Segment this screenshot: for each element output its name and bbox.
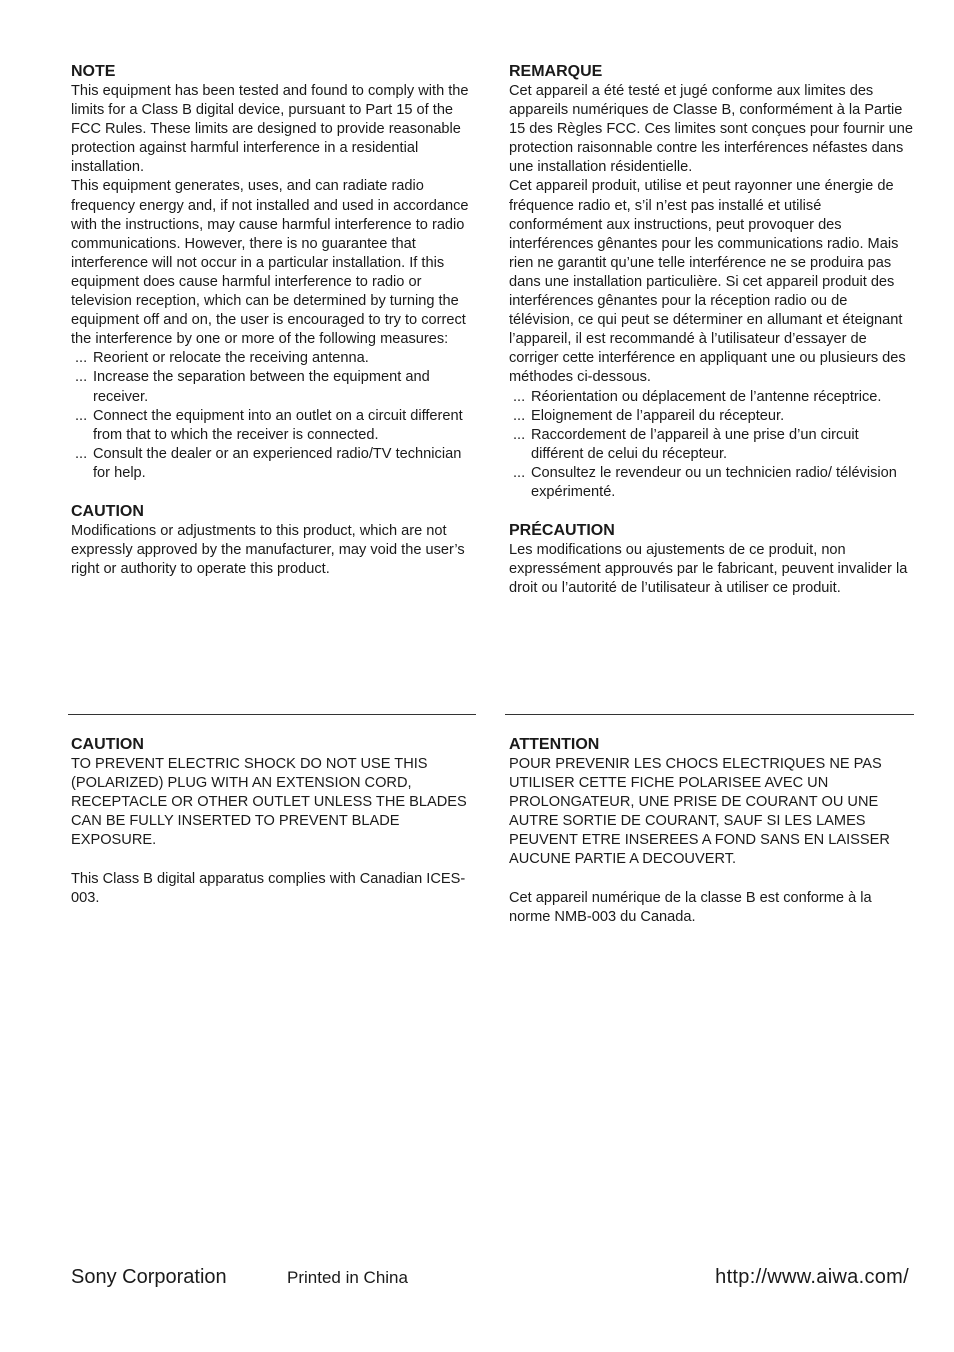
divider-right [505, 714, 914, 715]
precaution-text: Les modifications ou ajustements de ce produit, non expressément approuvés par le fabricant, peuvent invalider la droit ou l’autorité de l’utilisateur à utiliser ce produit. [509, 542, 908, 597]
attention-heading: ATTENTION [509, 736, 600, 753]
plug-warning-fr: POUR PREVENIR LES CHOCS ELECTRIQUES NE PAS UTILISER CETTE FICHE POLARISEE AVEC UN PROLONGATEUR, UNE PRISE DE COURANT OU UNE AUTRE SORTIE DE COURANT, SAUF SI LES LAMES PEUVENT ETRE INSEREES A FOND SANS EN LAISSER AUCUNE PARTIE A DECOUVERT. [509, 756, 890, 868]
list-item [71, 368, 481, 406]
list-item-text: Eloignement de l’appareil du récepteur. [531, 407, 785, 424]
bullet-marker: ... [513, 426, 526, 443]
bullet-marker: ... [75, 369, 88, 386]
list-item-text: Connect the equipment into an outlet on a circuit different from that to which the receiver is connected. [93, 407, 463, 443]
bullet-marker: ... [513, 464, 526, 481]
remarque-paragraph-2: Cet appareil produit, utilise et peut rayonner une énergie de fréquence radio et, s’il n’est pas installé et utilisé conformément aux instructions, peut provoquer des interférences gênantes pour les communications radio. Mais rien ne garantit qu’une telle interférence ne se produira pas dans une installation particulière. Si cet appareil produit des interférences gênantes pour la réception radio ou de télévision, ce qui peut se déterminer en allumant et éteignant l’appareil, il est recommandé à l’utilisateur d’essayer de corriger cette interférence en appliquant une ou plusieurs des méthodes ci-dessous. [509, 178, 906, 386]
right-bottom-section [509, 735, 914, 927]
plug-warning: TO PREVENT ELECTRIC SHOCK DO NOT USE THIS (POLARIZED) PLUG WITH AN EXTENSION CORD, RECEPTACLE OR OTHER OUTLET UNLESS THE BLADES CAN BE FULLY INSERTED TO PREVENT BLADE EXPOSURE. [71, 756, 467, 849]
caution-plug-heading: CAUTION [71, 736, 144, 753]
right-top-section [509, 62, 914, 598]
nmb-compliance: Cet appareil numérique de la classe B est conforme à la norme NMB-003 du Canada. [509, 889, 872, 925]
caution-text: Modifications or adjustments to this product, which are not expressly approved by the manufacturer, may void the user’s right or authority to operate this product. [71, 522, 465, 578]
measures-list [71, 349, 481, 483]
remarque-heading: REMARQUE [509, 63, 603, 80]
mesures-list [509, 388, 914, 503]
list-item [509, 464, 914, 502]
left-bottom-section [71, 735, 481, 908]
ices-compliance: This Class B digital apparatus complies with Canadian ICES-003. [71, 870, 466, 906]
list-item [71, 445, 481, 483]
note-paragraph-1: This equipment has been tested and found to comply with the limits for a Class B digital device, pursuant to Part 15 of the FCC Rules. These limits are designed to provide reasonable protection against harmful interference in a residential installation. [71, 83, 469, 176]
note-heading: NOTE [71, 63, 116, 80]
list-item-text: Consult the dealer or an experienced radio/TV technician for help. [93, 445, 462, 481]
list-item [509, 388, 914, 407]
list-item [509, 426, 914, 464]
caution-heading: CAUTION [71, 502, 144, 520]
list-item-text: Consultez le revendeur ou un technicien radio/ télévision expérimenté. [531, 464, 897, 500]
precaution-heading: PRÉCAUTION [509, 522, 615, 540]
divider-left [68, 714, 476, 715]
list-item-text: Réorientation ou déplacement de l’antenne réceptrice. [531, 388, 882, 405]
bullet-marker: ... [75, 445, 88, 462]
list-item [71, 407, 481, 445]
left-top-section [71, 62, 481, 579]
list-item [71, 349, 481, 368]
list-item-text: Increase the separation between the equipment and receiver. [93, 369, 430, 405]
bullet-marker: ... [75, 407, 88, 424]
company-name: Sony Corporation [71, 1266, 227, 1288]
website-link[interactable]: http://www.aiwa.com/ [715, 1266, 909, 1288]
list-item-text: Raccordement de l’appareil à une prise d’un circuit différent de celui du récepteur. [531, 426, 859, 462]
bullet-marker: ... [75, 350, 88, 367]
bullet-marker: ... [513, 407, 526, 424]
list-item [509, 407, 914, 426]
bullet-marker: ... [513, 388, 526, 405]
list-item-text: Reorient or relocate the receiving antenna. [93, 350, 369, 367]
remarque-paragraph-1: Cet appareil a été testé et jugé conforme aux limites des appareils numériques de Classe B, conformément à la Partie 15 des Règles FCC. Ces limites sont conçues pour fournir une protection raisonnable contre les interférences néfastes dans une installation résidentielle. [509, 83, 913, 176]
printed-in: Printed in China [287, 1268, 408, 1287]
note-paragraph-2: This equipment generates, uses, and can radiate radio frequency energy and, if not installed and used in accordance with the instructions, may cause harmful interference to radio communications. However, there is no guarantee that interference will not occur in a particular installation. If this equipment does cause harmful interference to radio or television reception, which can be determined by turning the equipment off and on, the user is encouraged to try to correct the interference by one or more of the following measures: [71, 178, 469, 348]
